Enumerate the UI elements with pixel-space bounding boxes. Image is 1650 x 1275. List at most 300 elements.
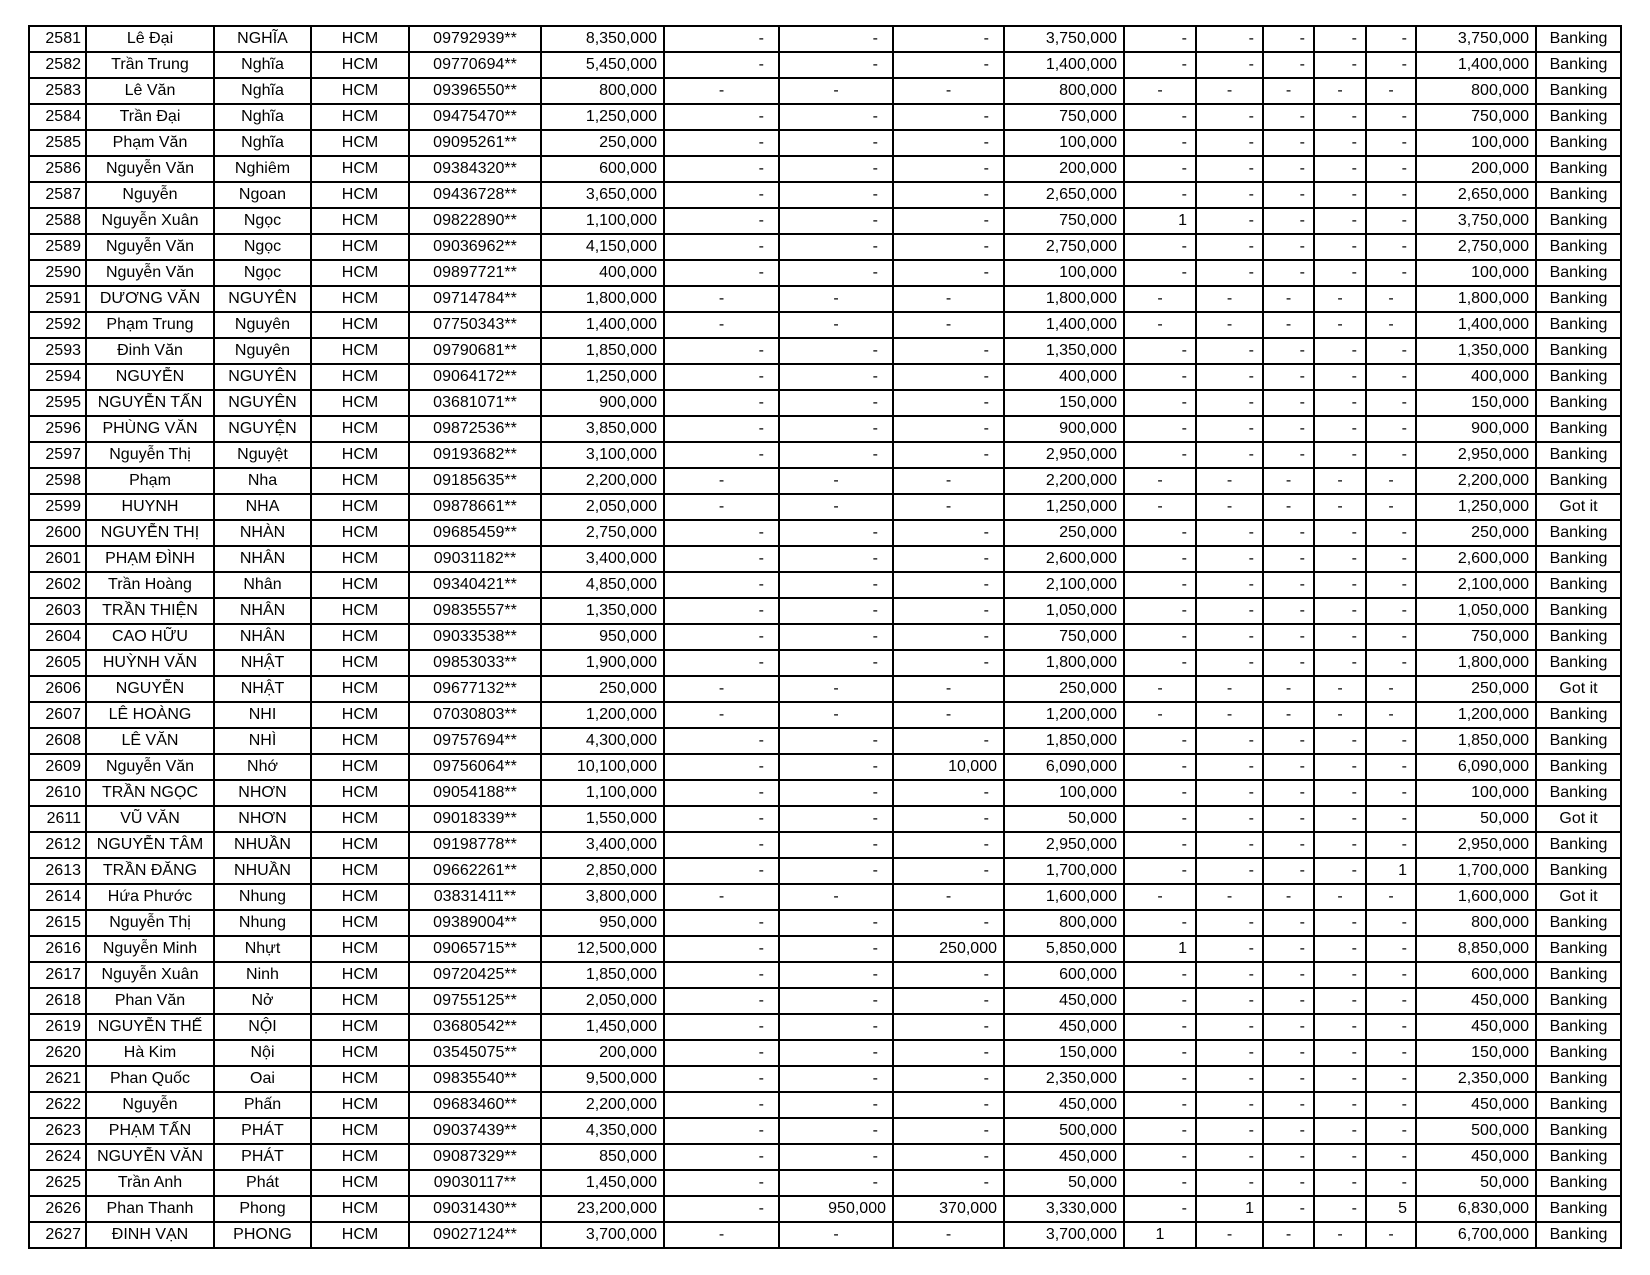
cell-region: HCM bbox=[311, 754, 409, 780]
cell-amount-2: 450,000 bbox=[1004, 988, 1124, 1014]
cell-amount-2: 900,000 bbox=[1004, 416, 1124, 442]
cell-blank-1: - bbox=[664, 1092, 779, 1118]
cell-flag-1: - bbox=[1124, 806, 1196, 832]
cell-blank-2: - bbox=[779, 728, 893, 754]
cell-blank-1: - bbox=[664, 754, 779, 780]
cell-blank-2: - bbox=[779, 598, 893, 624]
cell-name-part2: Nghiêm bbox=[214, 156, 311, 182]
cell-region: HCM bbox=[311, 416, 409, 442]
cell-amount-2: 450,000 bbox=[1004, 1014, 1124, 1040]
cell-flag-4: - bbox=[1314, 234, 1366, 260]
cell-region: HCM bbox=[311, 988, 409, 1014]
cell-amount-3: 2,950,000 bbox=[1416, 832, 1536, 858]
cell-blank-1: - bbox=[664, 156, 779, 182]
cell-blank-2: - bbox=[779, 832, 893, 858]
cell-blank-1: - bbox=[664, 1144, 779, 1170]
cell-flag-1: - bbox=[1124, 1170, 1196, 1196]
cell-region: HCM bbox=[311, 26, 409, 52]
cell-amount-2: 400,000 bbox=[1004, 364, 1124, 390]
cell-name-part2: Nở bbox=[214, 988, 311, 1014]
cell-index: 2619 bbox=[29, 1014, 86, 1040]
cell-flag-3: - bbox=[1263, 832, 1314, 858]
cell-name-part1: VŨ VĂN bbox=[86, 806, 214, 832]
cell-amount-1: 3,800,000 bbox=[541, 884, 664, 910]
cell-amount-2: 100,000 bbox=[1004, 780, 1124, 806]
cell-phone: 09714784** bbox=[409, 286, 541, 312]
table-row bbox=[29, 1014, 1621, 1040]
table-row bbox=[29, 806, 1621, 832]
cell-region: HCM bbox=[311, 858, 409, 884]
cell-status: Banking bbox=[1536, 962, 1621, 988]
cell-status: Banking bbox=[1536, 650, 1621, 676]
cell-name-part1: Phạm Văn bbox=[86, 130, 214, 156]
cell-flag-2: - bbox=[1196, 520, 1263, 546]
cell-index: 2602 bbox=[29, 572, 86, 598]
cell-flag-5: - bbox=[1366, 1144, 1416, 1170]
cell-index: 2604 bbox=[29, 624, 86, 650]
cell-amount-2: 100,000 bbox=[1004, 130, 1124, 156]
cell-index: 2592 bbox=[29, 312, 86, 338]
cell-blank-3: - bbox=[893, 728, 1004, 754]
cell-flag-3: - bbox=[1263, 442, 1314, 468]
cell-flag-4: - bbox=[1314, 1092, 1366, 1118]
cell-flag-1: - bbox=[1124, 1118, 1196, 1144]
cell-status: Banking bbox=[1536, 130, 1621, 156]
table-row bbox=[29, 884, 1621, 910]
cell-phone: 09198778** bbox=[409, 832, 541, 858]
cell-flag-4: - bbox=[1314, 676, 1366, 702]
cell-flag-5: - bbox=[1366, 754, 1416, 780]
cell-flag-1: - bbox=[1124, 572, 1196, 598]
cell-flag-5: - bbox=[1366, 1014, 1416, 1040]
cell-blank-3: - bbox=[893, 130, 1004, 156]
cell-blank-2: - bbox=[779, 754, 893, 780]
cell-amount-2: 800,000 bbox=[1004, 910, 1124, 936]
cell-blank-2: - bbox=[779, 1066, 893, 1092]
cell-flag-2: - bbox=[1196, 130, 1263, 156]
cell-blank-1: - bbox=[664, 286, 779, 312]
cell-blank-1: - bbox=[664, 260, 779, 286]
cell-flag-5: - bbox=[1366, 650, 1416, 676]
cell-flag-3: - bbox=[1263, 1118, 1314, 1144]
cell-flag-1: 1 bbox=[1124, 208, 1196, 234]
cell-amount-3: 450,000 bbox=[1416, 1092, 1536, 1118]
cell-amount-3: 450,000 bbox=[1416, 1144, 1536, 1170]
table-row bbox=[29, 312, 1621, 338]
cell-amount-1: 1,200,000 bbox=[541, 702, 664, 728]
cell-flag-1: - bbox=[1124, 104, 1196, 130]
cell-blank-3: - bbox=[893, 78, 1004, 104]
cell-flag-4: - bbox=[1314, 390, 1366, 416]
cell-flag-5: - bbox=[1366, 598, 1416, 624]
cell-status: Banking bbox=[1536, 312, 1621, 338]
cell-flag-1: - bbox=[1124, 1196, 1196, 1222]
cell-flag-1: - bbox=[1124, 650, 1196, 676]
cell-name-part1: Trần Đại bbox=[86, 104, 214, 130]
cell-blank-2: - bbox=[779, 338, 893, 364]
cell-amount-1: 950,000 bbox=[541, 910, 664, 936]
cell-flag-2: - bbox=[1196, 1092, 1263, 1118]
cell-index: 2606 bbox=[29, 676, 86, 702]
cell-phone: 09030117** bbox=[409, 1170, 541, 1196]
cell-region: HCM bbox=[311, 442, 409, 468]
cell-flag-3: - bbox=[1263, 988, 1314, 1014]
cell-flag-3: - bbox=[1263, 702, 1314, 728]
cell-amount-2: 1,800,000 bbox=[1004, 650, 1124, 676]
cell-flag-3: - bbox=[1263, 1144, 1314, 1170]
cell-amount-1: 9,500,000 bbox=[541, 1066, 664, 1092]
cell-status: Banking bbox=[1536, 572, 1621, 598]
cell-flag-5: - bbox=[1366, 286, 1416, 312]
cell-flag-3: - bbox=[1263, 468, 1314, 494]
cell-amount-3: 50,000 bbox=[1416, 1170, 1536, 1196]
cell-region: HCM bbox=[311, 468, 409, 494]
cell-amount-2: 2,950,000 bbox=[1004, 832, 1124, 858]
cell-flag-4: - bbox=[1314, 182, 1366, 208]
cell-blank-3: 250,000 bbox=[893, 936, 1004, 962]
cell-amount-3: 450,000 bbox=[1416, 988, 1536, 1014]
cell-phone: 09054188** bbox=[409, 780, 541, 806]
cell-flag-5: - bbox=[1366, 806, 1416, 832]
cell-amount-2: 250,000 bbox=[1004, 676, 1124, 702]
cell-index: 2591 bbox=[29, 286, 86, 312]
cell-flag-1: - bbox=[1124, 832, 1196, 858]
cell-blank-3: - bbox=[893, 364, 1004, 390]
cell-blank-1: - bbox=[664, 598, 779, 624]
cell-flag-2: - bbox=[1196, 598, 1263, 624]
cell-flag-3: - bbox=[1263, 936, 1314, 962]
cell-blank-3: - bbox=[893, 520, 1004, 546]
cell-status: Banking bbox=[1536, 598, 1621, 624]
cell-amount-2: 1,800,000 bbox=[1004, 286, 1124, 312]
cell-amount-3: 500,000 bbox=[1416, 1118, 1536, 1144]
cell-index: 2582 bbox=[29, 52, 86, 78]
cell-region: HCM bbox=[311, 702, 409, 728]
cell-region: HCM bbox=[311, 1066, 409, 1092]
cell-status: Banking bbox=[1536, 988, 1621, 1014]
cell-status: Banking bbox=[1536, 390, 1621, 416]
cell-name-part1: Phạm bbox=[86, 468, 214, 494]
cell-flag-1: - bbox=[1124, 468, 1196, 494]
cell-name-part1: CAO HỮU bbox=[86, 624, 214, 650]
cell-name-part2: Nhân bbox=[214, 572, 311, 598]
cell-blank-2: - bbox=[779, 260, 893, 286]
cell-name-part1: Đinh Văn bbox=[86, 338, 214, 364]
cell-flag-4: - bbox=[1314, 52, 1366, 78]
cell-amount-3: 450,000 bbox=[1416, 1014, 1536, 1040]
cell-flag-3: - bbox=[1263, 572, 1314, 598]
cell-flag-5: - bbox=[1366, 156, 1416, 182]
cell-flag-5: - bbox=[1366, 130, 1416, 156]
cell-name-part1: PHÙNG VĂN bbox=[86, 416, 214, 442]
cell-flag-1: - bbox=[1124, 754, 1196, 780]
cell-flag-2: - bbox=[1196, 780, 1263, 806]
cell-amount-1: 23,200,000 bbox=[541, 1196, 664, 1222]
cell-amount-1: 2,050,000 bbox=[541, 988, 664, 1014]
cell-flag-2: - bbox=[1196, 806, 1263, 832]
cell-index: 2590 bbox=[29, 260, 86, 286]
cell-amount-1: 1,850,000 bbox=[541, 338, 664, 364]
cell-name-part2: NGUYÊN bbox=[214, 390, 311, 416]
cell-blank-3: - bbox=[893, 442, 1004, 468]
table-row bbox=[29, 442, 1621, 468]
cell-index: 2594 bbox=[29, 364, 86, 390]
cell-blank-1: - bbox=[664, 1222, 779, 1248]
cell-phone: 09835557** bbox=[409, 598, 541, 624]
cell-flag-3: - bbox=[1263, 546, 1314, 572]
cell-phone: 09027124** bbox=[409, 1222, 541, 1248]
cell-flag-4: - bbox=[1314, 858, 1366, 884]
table-row bbox=[29, 1170, 1621, 1196]
cell-blank-2: - bbox=[779, 962, 893, 988]
cell-amount-3: 150,000 bbox=[1416, 390, 1536, 416]
cell-phone: 03681071** bbox=[409, 390, 541, 416]
cell-blank-3: - bbox=[893, 962, 1004, 988]
cell-flag-1: - bbox=[1124, 884, 1196, 910]
cell-name-part1: Hứa Phước bbox=[86, 884, 214, 910]
cell-amount-3: 1,700,000 bbox=[1416, 858, 1536, 884]
cell-blank-1: - bbox=[664, 520, 779, 546]
table-row bbox=[29, 650, 1621, 676]
cell-amount-2: 1,200,000 bbox=[1004, 702, 1124, 728]
cell-blank-1: - bbox=[664, 1170, 779, 1196]
cell-flag-4: - bbox=[1314, 1144, 1366, 1170]
cell-amount-3: 1,400,000 bbox=[1416, 312, 1536, 338]
cell-flag-4: - bbox=[1314, 728, 1366, 754]
data-table bbox=[28, 25, 1622, 1249]
cell-name-part1: Trần Anh bbox=[86, 1170, 214, 1196]
cell-status: Banking bbox=[1536, 1066, 1621, 1092]
cell-amount-3: 1,600,000 bbox=[1416, 884, 1536, 910]
table-row bbox=[29, 702, 1621, 728]
cell-region: HCM bbox=[311, 910, 409, 936]
cell-flag-1: - bbox=[1124, 260, 1196, 286]
cell-name-part2: NHI bbox=[214, 702, 311, 728]
cell-blank-1: - bbox=[664, 390, 779, 416]
cell-flag-3: - bbox=[1263, 156, 1314, 182]
cell-name-part2: NGHĨA bbox=[214, 26, 311, 52]
table-row bbox=[29, 1118, 1621, 1144]
cell-amount-2: 150,000 bbox=[1004, 1040, 1124, 1066]
cell-flag-1: - bbox=[1124, 1066, 1196, 1092]
cell-flag-1: - bbox=[1124, 676, 1196, 702]
cell-name-part2: Nha bbox=[214, 468, 311, 494]
cell-blank-3: - bbox=[893, 832, 1004, 858]
cell-flag-5: - bbox=[1366, 936, 1416, 962]
cell-blank-2: - bbox=[779, 1092, 893, 1118]
cell-blank-2: - bbox=[779, 936, 893, 962]
cell-flag-5: - bbox=[1366, 546, 1416, 572]
cell-name-part1: LÊ HOÀNG bbox=[86, 702, 214, 728]
cell-status: Banking bbox=[1536, 286, 1621, 312]
cell-blank-1: - bbox=[664, 546, 779, 572]
cell-blank-1: - bbox=[664, 468, 779, 494]
cell-blank-1: - bbox=[664, 442, 779, 468]
cell-amount-2: 2,650,000 bbox=[1004, 182, 1124, 208]
cell-flag-1: - bbox=[1124, 52, 1196, 78]
cell-blank-3: - bbox=[893, 1118, 1004, 1144]
cell-flag-1: - bbox=[1124, 910, 1196, 936]
cell-amount-1: 2,200,000 bbox=[541, 468, 664, 494]
cell-flag-5: - bbox=[1366, 26, 1416, 52]
cell-phone: 09037439** bbox=[409, 1118, 541, 1144]
cell-amount-1: 3,400,000 bbox=[541, 546, 664, 572]
cell-amount-3: 1,200,000 bbox=[1416, 702, 1536, 728]
cell-amount-3: 250,000 bbox=[1416, 676, 1536, 702]
cell-name-part1: TRẦN ĐĂNG bbox=[86, 858, 214, 884]
cell-amount-3: 3,750,000 bbox=[1416, 208, 1536, 234]
cell-flag-4: - bbox=[1314, 286, 1366, 312]
cell-blank-1: - bbox=[664, 702, 779, 728]
cell-phone: 09790681** bbox=[409, 338, 541, 364]
cell-status: Banking bbox=[1536, 702, 1621, 728]
cell-phone: 09878661** bbox=[409, 494, 541, 520]
cell-index: 2589 bbox=[29, 234, 86, 260]
cell-phone: 09662261** bbox=[409, 858, 541, 884]
cell-region: HCM bbox=[311, 390, 409, 416]
cell-blank-3: - bbox=[893, 1066, 1004, 1092]
cell-blank-1: - bbox=[664, 1118, 779, 1144]
cell-flag-4: - bbox=[1314, 1196, 1366, 1222]
cell-status: Banking bbox=[1536, 858, 1621, 884]
cell-index: 2586 bbox=[29, 156, 86, 182]
cell-region: HCM bbox=[311, 156, 409, 182]
cell-name-part1: Lê Văn bbox=[86, 78, 214, 104]
cell-name-part1: Nguyễn Thị bbox=[86, 442, 214, 468]
cell-flag-5: - bbox=[1366, 1066, 1416, 1092]
cell-phone: 09755125** bbox=[409, 988, 541, 1014]
cell-region: HCM bbox=[311, 780, 409, 806]
cell-phone: 03545075** bbox=[409, 1040, 541, 1066]
cell-flag-5: - bbox=[1366, 1092, 1416, 1118]
cell-status: Banking bbox=[1536, 1196, 1621, 1222]
cell-amount-3: 2,100,000 bbox=[1416, 572, 1536, 598]
cell-name-part1: Trần Hoàng bbox=[86, 572, 214, 598]
table-row bbox=[29, 338, 1621, 364]
cell-amount-1: 2,050,000 bbox=[541, 494, 664, 520]
cell-flag-5: - bbox=[1366, 416, 1416, 442]
cell-amount-2: 600,000 bbox=[1004, 962, 1124, 988]
cell-amount-2: 450,000 bbox=[1004, 1144, 1124, 1170]
cell-flag-2: - bbox=[1196, 364, 1263, 390]
cell-amount-1: 950,000 bbox=[541, 624, 664, 650]
cell-index: 2598 bbox=[29, 468, 86, 494]
cell-name-part1: Trần Trung bbox=[86, 52, 214, 78]
cell-name-part1: PHẠM TẤN bbox=[86, 1118, 214, 1144]
cell-status: Banking bbox=[1536, 780, 1621, 806]
cell-flag-2: - bbox=[1196, 312, 1263, 338]
cell-blank-2: - bbox=[779, 624, 893, 650]
cell-blank-2: - bbox=[779, 780, 893, 806]
cell-status: Banking bbox=[1536, 234, 1621, 260]
table-row bbox=[29, 1066, 1621, 1092]
cell-flag-4: - bbox=[1314, 624, 1366, 650]
cell-blank-3: - bbox=[893, 1170, 1004, 1196]
cell-region: HCM bbox=[311, 104, 409, 130]
cell-index: 2620 bbox=[29, 1040, 86, 1066]
cell-flag-2: - bbox=[1196, 390, 1263, 416]
cell-status: Banking bbox=[1536, 1222, 1621, 1248]
cell-blank-1: - bbox=[664, 676, 779, 702]
cell-flag-4: - bbox=[1314, 1066, 1366, 1092]
cell-phone: 09770694** bbox=[409, 52, 541, 78]
cell-name-part2: NỘI bbox=[214, 1014, 311, 1040]
table-row bbox=[29, 364, 1621, 390]
cell-flag-4: - bbox=[1314, 806, 1366, 832]
cell-region: HCM bbox=[311, 624, 409, 650]
cell-flag-4: - bbox=[1314, 754, 1366, 780]
cell-flag-5: - bbox=[1366, 442, 1416, 468]
cell-flag-2: - bbox=[1196, 182, 1263, 208]
cell-flag-1: - bbox=[1124, 858, 1196, 884]
cell-name-part1: NGUYỄN TÂM bbox=[86, 832, 214, 858]
cell-flag-3: - bbox=[1263, 286, 1314, 312]
cell-blank-3: - bbox=[893, 468, 1004, 494]
cell-blank-1: - bbox=[664, 910, 779, 936]
cell-flag-2: - bbox=[1196, 1066, 1263, 1092]
cell-flag-1: - bbox=[1124, 546, 1196, 572]
table-row bbox=[29, 936, 1621, 962]
cell-blank-3: 10,000 bbox=[893, 754, 1004, 780]
table-row bbox=[29, 156, 1621, 182]
cell-flag-3: - bbox=[1263, 884, 1314, 910]
cell-amount-3: 1,400,000 bbox=[1416, 52, 1536, 78]
cell-phone: 03680542** bbox=[409, 1014, 541, 1040]
cell-blank-2: - bbox=[779, 26, 893, 52]
cell-amount-1: 4,150,000 bbox=[541, 234, 664, 260]
cell-amount-1: 4,350,000 bbox=[541, 1118, 664, 1144]
cell-amount-2: 750,000 bbox=[1004, 208, 1124, 234]
cell-flag-5: - bbox=[1366, 832, 1416, 858]
cell-phone: 09853033** bbox=[409, 650, 541, 676]
cell-amount-3: 1,050,000 bbox=[1416, 598, 1536, 624]
cell-index: 2616 bbox=[29, 936, 86, 962]
cell-name-part2: NHUẦN bbox=[214, 858, 311, 884]
cell-amount-3: 2,950,000 bbox=[1416, 442, 1536, 468]
cell-flag-4: - bbox=[1314, 910, 1366, 936]
cell-amount-1: 1,250,000 bbox=[541, 104, 664, 130]
cell-amount-2: 50,000 bbox=[1004, 1170, 1124, 1196]
table-row bbox=[29, 494, 1621, 520]
cell-region: HCM bbox=[311, 728, 409, 754]
table-row bbox=[29, 676, 1621, 702]
cell-region: HCM bbox=[311, 676, 409, 702]
table-row bbox=[29, 260, 1621, 286]
cell-name-part1: Nguyễn Văn bbox=[86, 754, 214, 780]
cell-flag-3: - bbox=[1263, 754, 1314, 780]
cell-flag-3: - bbox=[1263, 208, 1314, 234]
cell-blank-1: - bbox=[664, 208, 779, 234]
cell-blank-2: - bbox=[779, 1040, 893, 1066]
cell-index: 2622 bbox=[29, 1092, 86, 1118]
cell-flag-5: - bbox=[1366, 1170, 1416, 1196]
cell-phone: 09031182** bbox=[409, 546, 541, 572]
table-row bbox=[29, 130, 1621, 156]
cell-flag-5: - bbox=[1366, 1222, 1416, 1248]
cell-flag-3: - bbox=[1263, 858, 1314, 884]
cell-flag-4: - bbox=[1314, 598, 1366, 624]
cell-amount-2: 5,850,000 bbox=[1004, 936, 1124, 962]
cell-amount-1: 3,400,000 bbox=[541, 832, 664, 858]
cell-amount-2: 1,350,000 bbox=[1004, 338, 1124, 364]
cell-blank-3: - bbox=[893, 806, 1004, 832]
cell-flag-5: - bbox=[1366, 780, 1416, 806]
cell-region: HCM bbox=[311, 1196, 409, 1222]
cell-name-part2: NHẬT bbox=[214, 676, 311, 702]
cell-phone: 09757694** bbox=[409, 728, 541, 754]
cell-amount-1: 250,000 bbox=[541, 130, 664, 156]
cell-amount-3: 100,000 bbox=[1416, 780, 1536, 806]
